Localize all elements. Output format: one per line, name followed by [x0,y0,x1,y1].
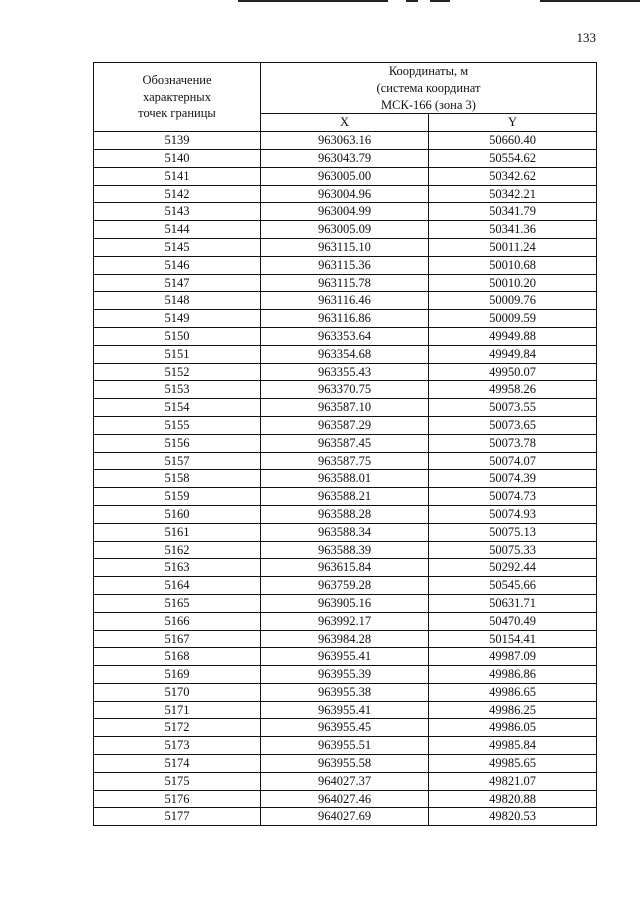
header-x: X [261,114,429,132]
table-row [94,345,597,363]
table-row [94,755,597,773]
x-cell: 963905.16 [261,594,429,612]
point-id-cell: 5160 [94,505,261,523]
point-id-cell: 5170 [94,683,261,701]
table-row [94,149,597,167]
y-cell: 50292.44 [429,559,597,577]
x-cell: 963955.39 [261,666,429,684]
table-row [94,416,597,434]
header-point-line: характерных [143,89,211,104]
table-row [94,488,597,506]
table-row [94,434,597,452]
top-rule-mid [406,0,418,2]
x-cell: 963004.96 [261,185,429,203]
x-cell: 964027.46 [261,790,429,808]
point-id-cell: 5169 [94,666,261,684]
y-cell: 50154.41 [429,630,597,648]
x-cell: 963992.17 [261,612,429,630]
table-row [94,381,597,399]
point-id-cell: 5159 [94,488,261,506]
y-cell: 50074.39 [429,470,597,488]
table-row [94,666,597,684]
point-id-cell: 5149 [94,310,261,328]
y-cell: 50075.13 [429,523,597,541]
x-cell: 963587.75 [261,452,429,470]
x-cell: 963116.86 [261,310,429,328]
table-row [94,132,597,150]
point-id-cell: 5150 [94,327,261,345]
table-row [94,221,597,239]
point-id-cell: 5168 [94,648,261,666]
y-cell: 50342.21 [429,185,597,203]
table-row [94,577,597,595]
point-id-cell: 5176 [94,790,261,808]
table-row [94,559,597,577]
point-id-cell: 5152 [94,363,261,381]
table-row [94,274,597,292]
x-cell: 963955.45 [261,719,429,737]
y-cell: 50342.62 [429,167,597,185]
x-cell: 964027.37 [261,772,429,790]
table-row [94,327,597,345]
table-row [94,399,597,417]
y-cell: 49987.09 [429,648,597,666]
header-coords-line: (система координат [376,80,481,95]
top-rule-left [238,0,388,2]
x-cell: 963588.01 [261,470,429,488]
y-cell: 49986.05 [429,719,597,737]
coordinates-table [93,62,597,826]
x-cell: 963588.34 [261,523,429,541]
point-id-cell: 5174 [94,755,261,773]
table-row [94,719,597,737]
header-coords-line: Координаты, м [388,64,469,78]
point-id-cell: 5153 [94,381,261,399]
y-cell: 49986.86 [429,666,597,684]
table-row [94,648,597,666]
table-row [94,772,597,790]
y-cell: 49950.07 [429,363,597,381]
y-cell: 50545.66 [429,577,597,595]
x-cell: 963116.46 [261,292,429,310]
x-cell: 963043.79 [261,149,429,167]
y-cell: 50075.33 [429,541,597,559]
point-id-cell: 5147 [94,274,261,292]
table-row [94,790,597,808]
table-row [94,256,597,274]
point-id-cell: 5165 [94,594,261,612]
x-cell: 963984.28 [261,630,429,648]
top-rule-far [540,0,640,2]
table-body [94,132,597,826]
y-cell: 50470.49 [429,612,597,630]
point-id-cell: 5143 [94,203,261,221]
top-rule-right [430,0,450,2]
header-point-line: Обозначение [142,72,212,87]
x-cell: 963587.29 [261,416,429,434]
y-cell: 49821.07 [429,772,597,790]
y-cell: 50073.65 [429,416,597,434]
x-cell: 963955.41 [261,648,429,666]
point-id-cell: 5163 [94,559,261,577]
y-cell: 50341.36 [429,221,597,239]
y-cell: 49986.65 [429,683,597,701]
x-cell: 963353.64 [261,327,429,345]
x-cell: 963588.28 [261,505,429,523]
y-cell: 49985.84 [429,737,597,755]
x-cell: 963759.28 [261,577,429,595]
table-row [94,523,597,541]
y-cell: 49820.88 [429,790,597,808]
table-row [94,505,597,523]
point-id-cell: 5173 [94,737,261,755]
table-header-row [94,63,597,114]
point-id-cell: 5161 [94,523,261,541]
x-cell: 963005.00 [261,167,429,185]
table-row [94,541,597,559]
table-row [94,808,597,826]
y-cell: 50631.71 [429,594,597,612]
table-row [94,185,597,203]
point-id-cell: 5172 [94,719,261,737]
y-cell: 49985.65 [429,755,597,773]
point-id-cell: 5166 [94,612,261,630]
point-id-cell: 5175 [94,772,261,790]
x-cell: 963115.10 [261,238,429,256]
x-cell: 963955.58 [261,755,429,773]
table-row [94,701,597,719]
y-cell: 50660.40 [429,132,597,150]
header-point-line: точек границы [138,106,216,121]
table-row [94,470,597,488]
point-id-cell: 5162 [94,541,261,559]
x-cell: 963355.43 [261,363,429,381]
x-cell: 963587.45 [261,434,429,452]
page-number: 133 [576,30,596,45]
y-cell: 49949.88 [429,327,597,345]
point-id-cell: 5164 [94,577,261,595]
x-cell: 963370.75 [261,381,429,399]
header-coordinates [261,63,597,114]
y-cell: 50009.76 [429,292,597,310]
x-cell: 963063.16 [261,132,429,150]
x-cell: 963005.09 [261,221,429,239]
table-row [94,310,597,328]
header-point-designation [94,63,261,132]
x-cell: 963354.68 [261,345,429,363]
table-row [94,612,597,630]
point-id-cell: 5142 [94,185,261,203]
y-cell: 50073.55 [429,399,597,417]
y-cell: 50073.78 [429,434,597,452]
point-id-cell: 5154 [94,399,261,417]
header-y: Y [429,114,597,132]
table-row [94,292,597,310]
point-id-cell: 5141 [94,167,261,185]
table-row [94,683,597,701]
table-row [94,363,597,381]
header-coords-line: МСК-166 (зона 3) [381,97,476,112]
point-id-cell: 5171 [94,701,261,719]
point-id-cell: 5146 [94,256,261,274]
point-id-cell: 5158 [94,470,261,488]
y-cell: 50341.79 [429,203,597,221]
y-cell: 49958.26 [429,381,597,399]
y-cell: 50074.73 [429,488,597,506]
point-id-cell: 5157 [94,452,261,470]
point-id-cell: 5151 [94,345,261,363]
table-row [94,203,597,221]
x-cell: 963115.36 [261,256,429,274]
x-cell: 964027.69 [261,808,429,826]
point-id-cell: 5140 [94,149,261,167]
y-cell: 50009.59 [429,310,597,328]
table-row [94,452,597,470]
table-row [94,737,597,755]
point-id-cell: 5145 [94,238,261,256]
y-cell: 49986.25 [429,701,597,719]
y-cell: 49820.53 [429,808,597,826]
y-cell: 50010.20 [429,274,597,292]
table-row [94,238,597,256]
table-row [94,167,597,185]
x-cell: 963115.78 [261,274,429,292]
point-id-cell: 5148 [94,292,261,310]
point-id-cell: 5155 [94,416,261,434]
y-cell: 50011.24 [429,238,597,256]
x-cell: 963004.99 [261,203,429,221]
y-cell: 50010.68 [429,256,597,274]
y-cell: 50074.07 [429,452,597,470]
x-cell: 963955.38 [261,683,429,701]
x-cell: 963588.39 [261,541,429,559]
x-cell: 963588.21 [261,488,429,506]
x-cell: 963587.10 [261,399,429,417]
point-id-cell: 5167 [94,630,261,648]
table-row [94,630,597,648]
y-cell: 50554.62 [429,149,597,167]
point-id-cell: 5139 [94,132,261,150]
point-id-cell: 5177 [94,808,261,826]
y-cell: 49949.84 [429,345,597,363]
table-row [94,594,597,612]
point-id-cell: 5144 [94,221,261,239]
x-cell: 963955.41 [261,701,429,719]
x-cell: 963955.51 [261,737,429,755]
x-cell: 963615.84 [261,559,429,577]
y-cell: 50074.93 [429,505,597,523]
point-id-cell: 5156 [94,434,261,452]
